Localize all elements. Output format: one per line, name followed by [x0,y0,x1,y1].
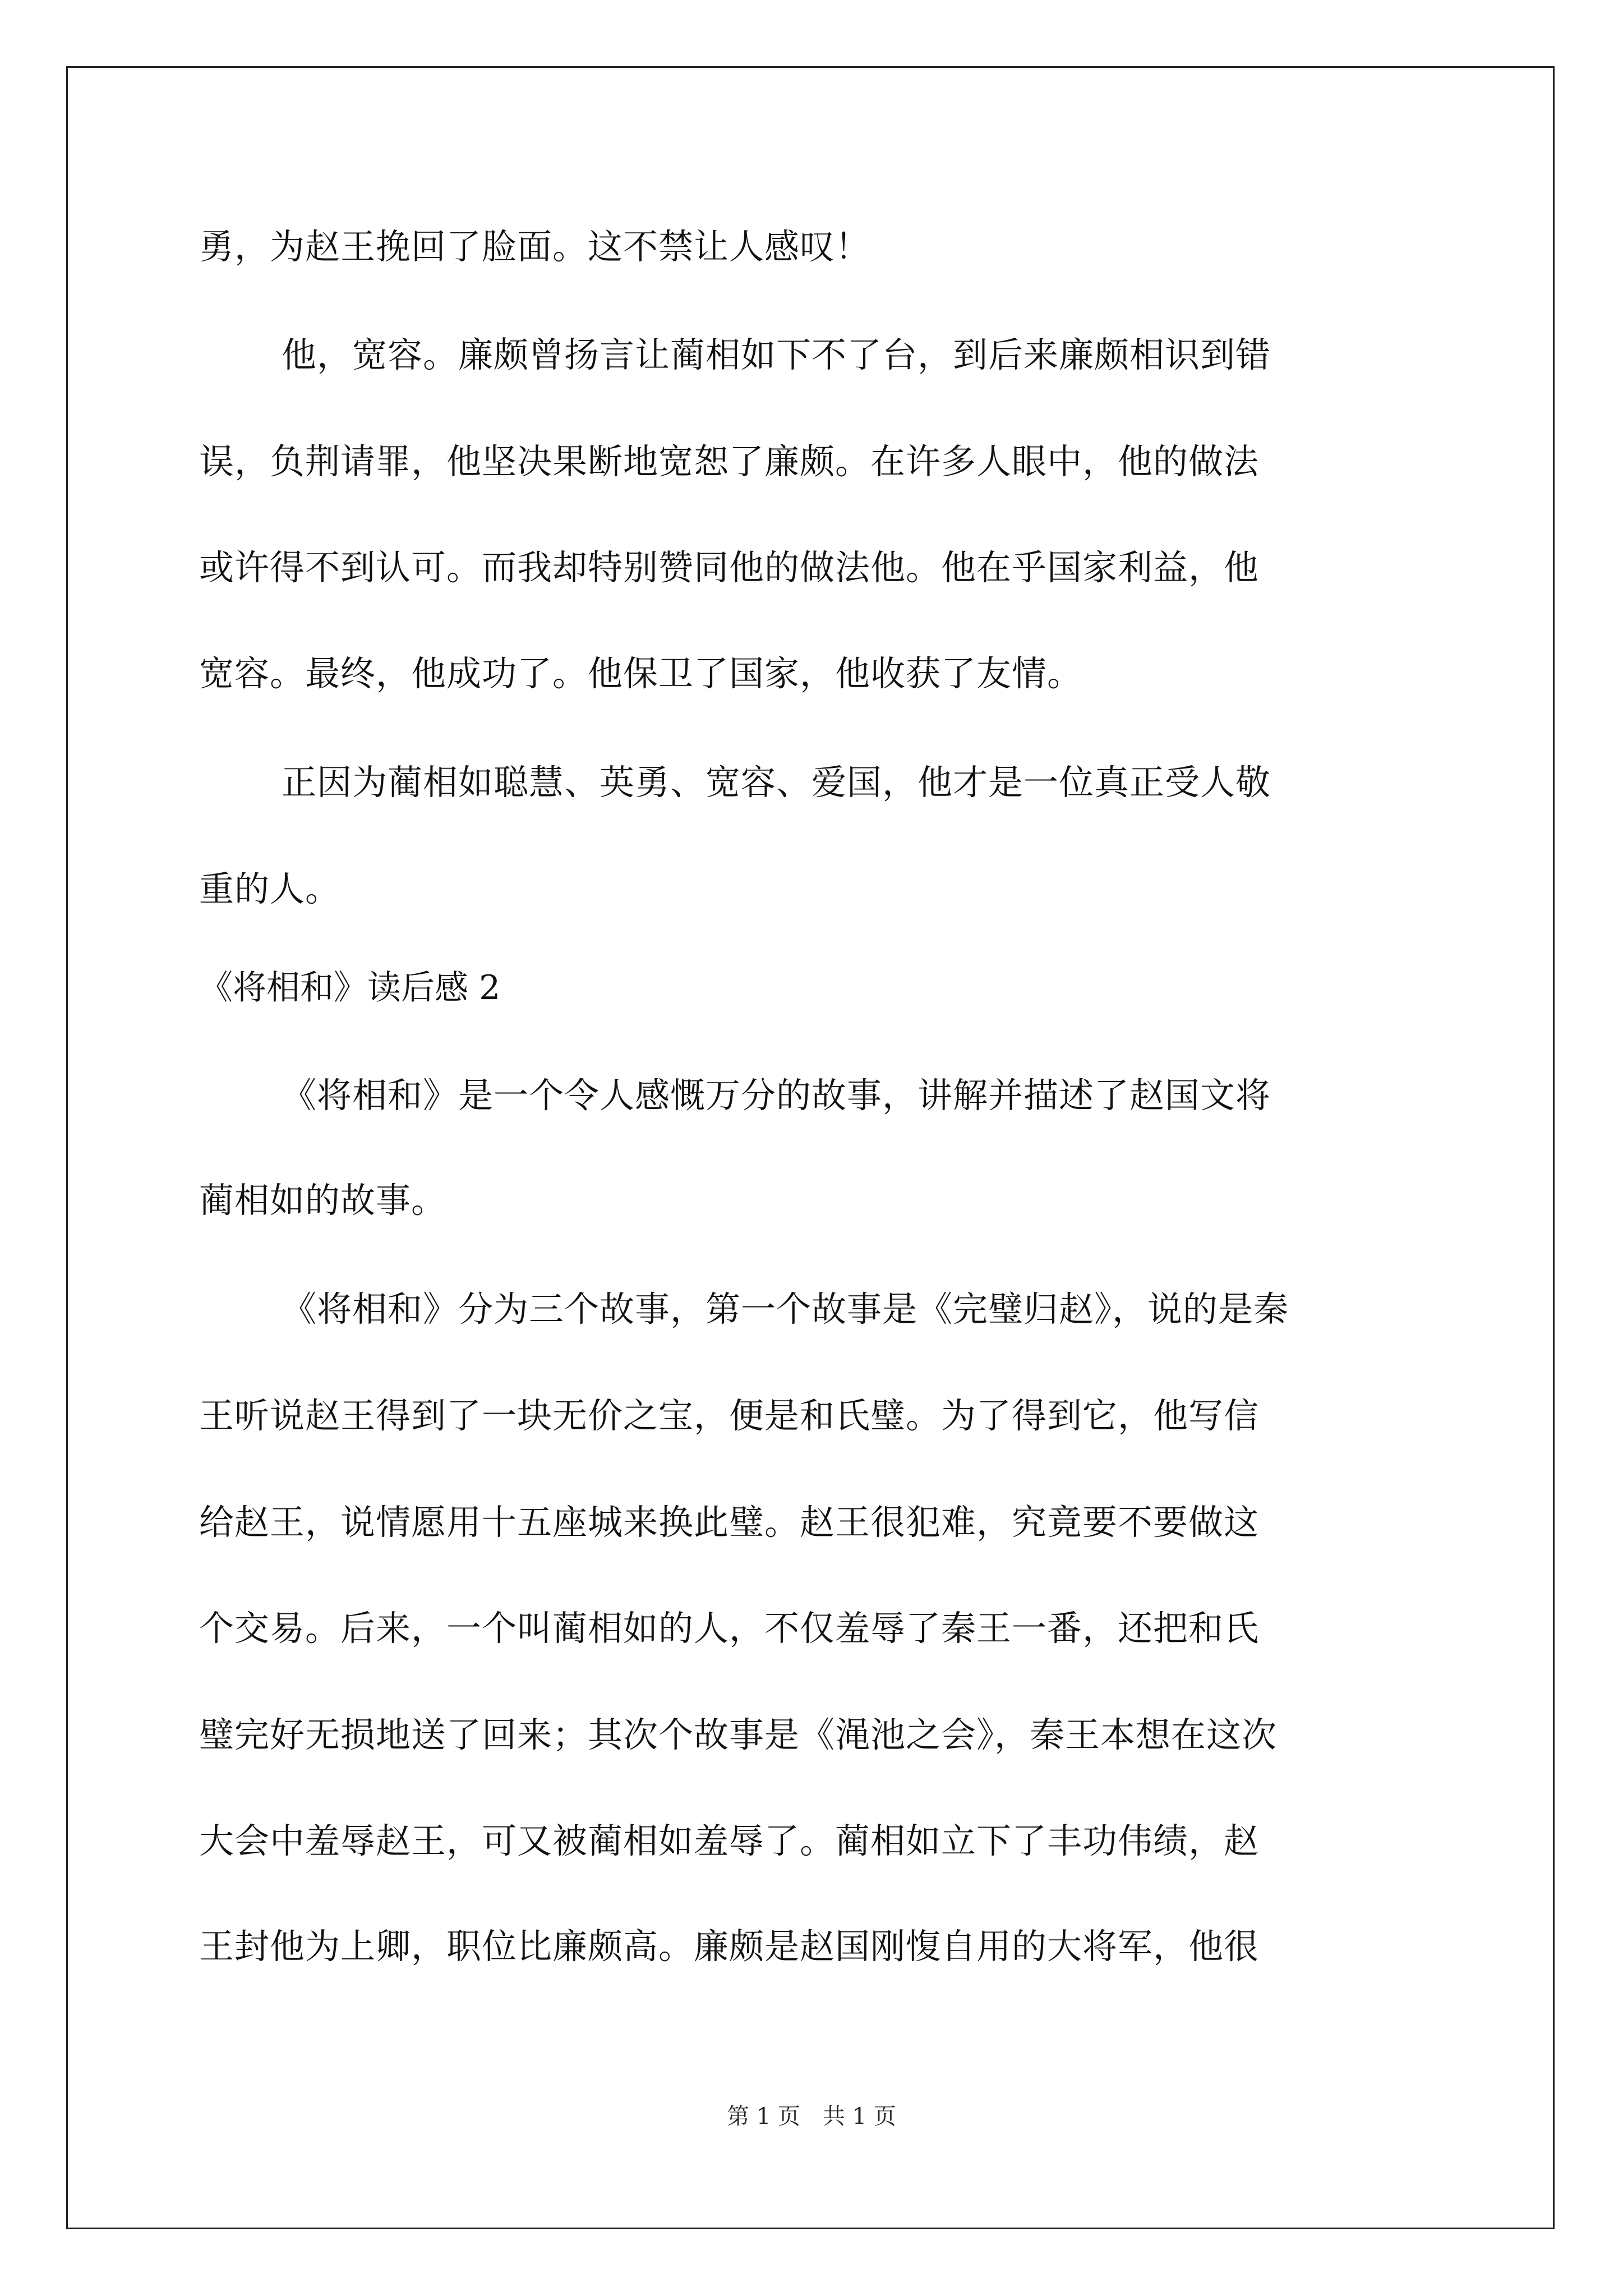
text-line: 他，宽容。廉颇曾扬言让蔺相如下不了台，到后来廉颇相识到错 [282,334,1271,375]
text-line: 勇，为赵王挽回了脸面。这不禁让人感叹！ [199,226,871,267]
section-heading: 《将相和》读后感 2 [199,968,501,1007]
text-line: 《将相和》是一个令人感慨万分的故事，讲解并描述了赵国文将 [282,1075,1271,1116]
text-line: 璧完好无损地送了回来；其次个故事是《渑池之会》，秦王本想在这次 [199,1714,1278,1755]
text-line: 《将相和》分为三个故事，第一个故事是《完璧归赵》，说的是秦 [282,1289,1289,1329]
text-line: 或许得不到认可。而我却特别赞同他的做法他。他在乎国家利益，他 [199,547,1260,588]
text-line: 王听说赵王得到了一块无价之宝，便是和氏璧。为了得到它，他写信 [199,1395,1260,1436]
text-line: 宽容。最终，他成功了。他保卫了国家，他收获了友情。 [199,653,1083,694]
text-line: 误，负荆请罪，他坚决果断地宽恕了廉颇。在许多人眼中，他的做法 [199,441,1260,482]
text-line: 正因为蔺相如聪慧、英勇、宽容、爱国，他才是一位真正受人敬 [282,762,1271,803]
text-line: 大会中羞辱赵王，可又被蔺相如羞辱了。蔺相如立下了丰功伟绩，赵 [199,1820,1260,1861]
text-line: 给赵王，说情愿用十五座城来换此璧。赵王很犯难，究竟要不要做这 [199,1502,1260,1543]
text-line: 个交易。后来，一个叫蔺相如的人，不仅羞辱了秦王一番，还把和氏 [199,1608,1260,1649]
page-border [66,66,1555,2229]
page-number-footer: 第 1 页 共 1 页 [727,2104,896,2129]
text-line: 重的人。 [199,868,341,909]
text-line: 王封他为上卿，职位比廉颇高。廉颇是赵国刚愎自用的大将军，他很 [199,1926,1260,1967]
text-line: 蔺相如的故事。 [199,1180,447,1221]
